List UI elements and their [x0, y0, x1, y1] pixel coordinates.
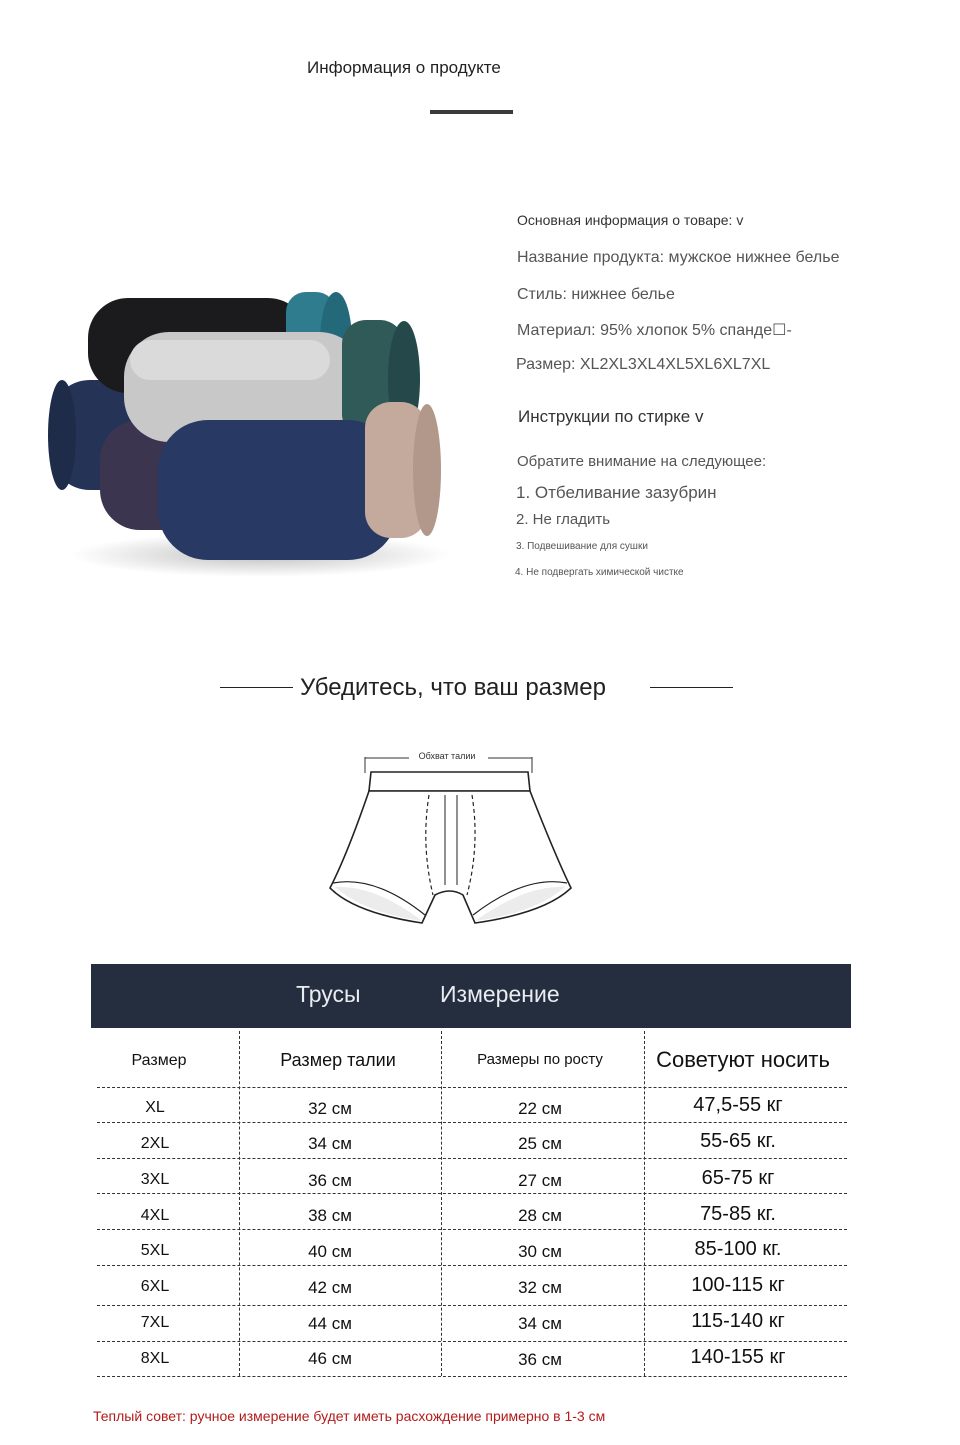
washing-item-3: 3. Подвешивание для сушки	[516, 541, 648, 552]
column-header-size: Размер	[131, 1052, 187, 1069]
table-cell-rise: 27 см	[518, 1171, 562, 1190]
washing-item-1: 1. Отбеливание зазубрин	[516, 483, 717, 502]
table-cell-weight: 47,5-55 кг	[693, 1094, 783, 1116]
table-cell-weight: 140-155 кг	[690, 1346, 786, 1368]
title-underline	[430, 110, 513, 114]
row-divider	[97, 1122, 847, 1123]
heading-rule-right	[650, 687, 733, 688]
washing-item-2: 2. Не гладить	[516, 511, 611, 528]
table-cell-waist: 32 см	[308, 1099, 352, 1118]
column-divider	[441, 1031, 442, 1376]
column-header-recommend: Советуют носить	[656, 1047, 830, 1072]
table-cell-rise: 30 см	[518, 1242, 562, 1261]
row-divider	[97, 1229, 847, 1230]
table-cell-weight: 75-85 кг.	[700, 1203, 776, 1225]
row-divider	[97, 1265, 847, 1266]
table-cell-waist: 42 см	[308, 1278, 352, 1297]
product-name: Название продукта: мужское нижнее белье	[517, 249, 840, 266]
table-cell-rise: 28 см	[518, 1206, 562, 1225]
table-cell-size: 8XL	[140, 1350, 170, 1367]
table-cell-weight: 65-75 кг	[701, 1167, 775, 1189]
product-style: Стиль: нижнее белье	[517, 286, 675, 303]
banner-measure-label: Измерение	[440, 981, 560, 1007]
product-sizes: Размер: XL2XL3XL4XL5XL6XL7XL	[516, 356, 771, 373]
table-cell-waist: 34 см	[308, 1134, 352, 1153]
heading-rule-left	[220, 687, 293, 688]
product-material: Материал: 95% хлопок 5% спанде☐-	[517, 322, 792, 339]
row-divider	[97, 1341, 847, 1342]
washing-item-4: 4. Не подвергать химической чистке	[515, 567, 684, 578]
table-cell-size: 7XL	[140, 1314, 170, 1331]
column-header-rise: Размеры по росту	[477, 1051, 603, 1068]
table-cell-weight: 55-65 кг.	[700, 1130, 776, 1152]
table-cell-waist: 46 см	[308, 1349, 352, 1368]
table-cell-waist: 40 см	[308, 1242, 352, 1261]
column-divider	[644, 1031, 645, 1376]
table-cell-size: 3XL	[140, 1171, 170, 1188]
table-cell-weight: 115-140 кг	[691, 1310, 785, 1332]
table-cell-weight: 85-100 кг.	[694, 1238, 782, 1260]
waist-label: Обхват талии	[418, 751, 476, 761]
table-cell-rise: 34 см	[518, 1314, 562, 1333]
table-cell-size: 6XL	[140, 1278, 170, 1295]
row-divider	[97, 1305, 847, 1306]
table-cell-rise: 22 см	[518, 1099, 562, 1118]
table-cell-size: XL	[145, 1099, 165, 1116]
info-heading: Основная информация о товаре: v	[517, 212, 744, 228]
washing-notice: Обратите внимание на следующее:	[517, 453, 767, 470]
table-cell-waist: 44 см	[308, 1314, 352, 1333]
column-divider	[239, 1031, 240, 1376]
row-divider	[97, 1193, 847, 1194]
table-cell-rise: 25 см	[518, 1134, 562, 1153]
page-title: Информация о продукте	[307, 58, 501, 77]
row-divider	[97, 1087, 847, 1088]
row-divider	[97, 1376, 847, 1377]
table-cell-waist: 36 см	[308, 1171, 352, 1190]
product-photo	[40, 280, 460, 580]
table-cell-size: 2XL	[140, 1135, 170, 1152]
column-header-waist: Размер талии	[280, 1050, 396, 1070]
table-cell-weight: 100-115 кг	[691, 1274, 785, 1296]
table-cell-waist: 38 см	[308, 1206, 352, 1225]
washing-heading: Инструкции по стирке v	[518, 407, 704, 426]
table-cell-rise: 36 см	[518, 1350, 562, 1369]
table-cell-rise: 32 см	[518, 1278, 562, 1297]
table-cell-size: 5XL	[140, 1242, 170, 1259]
measurement-tip: Теплый совет: ручное измерение будет иметь расхождение примерно в 1-3 см	[93, 1408, 606, 1424]
banner-briefs-label: Трусы	[296, 981, 361, 1007]
briefs-diagram	[325, 745, 575, 930]
size-section-title: Убедитесь, что ваш размер	[300, 674, 606, 701]
row-divider	[97, 1158, 847, 1159]
table-cell-size: 4XL	[140, 1207, 170, 1224]
